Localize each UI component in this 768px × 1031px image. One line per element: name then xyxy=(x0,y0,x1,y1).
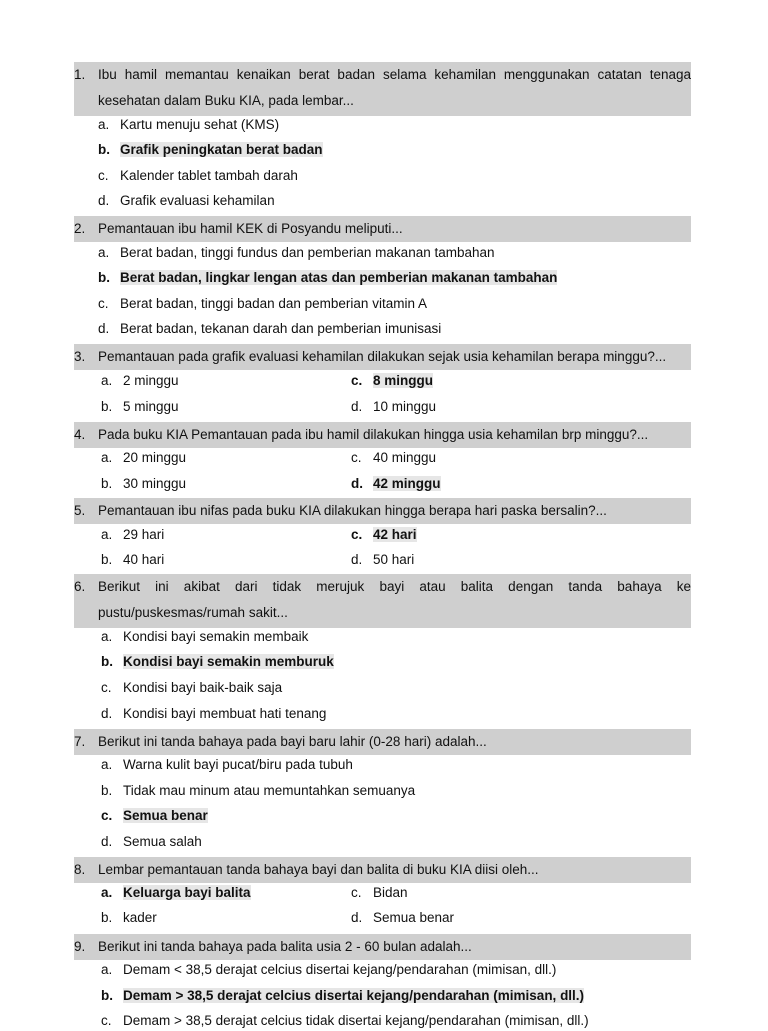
option-text: 42 minggu xyxy=(373,476,441,491)
option-letter: b. xyxy=(101,476,113,491)
option-1b[interactable] xyxy=(98,140,323,160)
option-7d[interactable] xyxy=(101,832,202,852)
option-7b[interactable] xyxy=(101,781,415,801)
question-number: 3. xyxy=(74,349,86,364)
option-letter: b. xyxy=(101,399,113,414)
option-letter: b. xyxy=(101,552,113,567)
option-8b[interactable] xyxy=(101,908,157,928)
option-text: Grafik evaluasi kehamilan xyxy=(120,193,275,208)
option-text: Kondisi bayi baik-baik saja xyxy=(123,680,283,695)
option-text: kader xyxy=(123,910,157,925)
option-letter: a. xyxy=(101,527,113,542)
option-letter: b. xyxy=(98,142,110,157)
option-letter: d. xyxy=(351,476,363,491)
question-text: Pemantauan ibu hamil KEK di Posyandu meliputi... xyxy=(98,221,403,236)
option-9c[interactable] xyxy=(101,1011,589,1031)
question-number: 7. xyxy=(74,734,86,749)
option-letter: b. xyxy=(101,783,113,798)
option-4a[interactable] xyxy=(101,448,186,468)
option-letter: a. xyxy=(101,962,113,977)
option-6b[interactable] xyxy=(101,652,334,672)
option-text: Berat badan, tekanan darah dan pemberian imunisasi xyxy=(120,321,442,336)
option-letter: d. xyxy=(351,910,363,925)
question-text: Lembar pemantauan tanda bahaya bayi dan balita di buku KIA diisi oleh... xyxy=(98,862,539,877)
option-letter: d. xyxy=(101,706,113,721)
option-letter: a. xyxy=(101,757,113,772)
option-text: Grafik peningkatan berat badan xyxy=(120,142,323,157)
question-text: Berikut ini tanda bahaya pada balita usia 2 - 60 bulan adalah... xyxy=(98,939,472,954)
option-letter: b. xyxy=(101,910,113,925)
option-3a[interactable] xyxy=(101,371,179,391)
option-2b[interactable] xyxy=(98,268,557,288)
option-text: Berat badan, lingkar lengan atas dan pemberian makanan tambahan xyxy=(120,270,558,285)
option-letter: c. xyxy=(351,885,362,900)
option-5c[interactable] xyxy=(351,525,417,545)
question-text: Pemantauan ibu nifas pada buku KIA dilakukan hingga berapa hari paska bersalin?... xyxy=(98,503,607,518)
option-text: Bidan xyxy=(373,885,408,900)
option-7c[interactable] xyxy=(101,806,208,826)
option-8a[interactable] xyxy=(101,883,251,903)
option-text: Semua salah xyxy=(123,834,202,849)
question-9 xyxy=(74,934,691,960)
option-3b[interactable] xyxy=(101,397,179,417)
question-number: 4. xyxy=(74,427,86,442)
option-8c[interactable] xyxy=(351,883,408,903)
option-text: 29 hari xyxy=(123,527,165,542)
option-2c[interactable] xyxy=(98,294,427,314)
option-letter: b. xyxy=(101,988,113,1003)
option-text: 5 minggu xyxy=(123,399,179,414)
option-text: Semua benar xyxy=(123,808,208,823)
option-letter: c. xyxy=(351,450,362,465)
option-text: Demam > 38,5 derajat celcius disertai kejang/pendarahan (mimisan, dll.) xyxy=(123,988,585,1003)
option-3c[interactable] xyxy=(351,371,433,391)
question-text: Ibu hamil memantau kenaikan berat badan selama kehamilan menggunakan catatan tenaga kesehatan dalam Buku KIA, pada lembar... xyxy=(98,67,691,108)
option-3d[interactable] xyxy=(351,397,436,417)
question-1 xyxy=(74,62,691,116)
option-text: 20 minggu xyxy=(123,450,187,465)
option-text: Kondisi bayi membuat hati tenang xyxy=(123,706,327,721)
option-4c[interactable] xyxy=(351,448,436,468)
option-letter: d. xyxy=(351,399,363,414)
question-5 xyxy=(74,498,691,524)
question-6 xyxy=(74,574,691,628)
option-text: Demam < 38,5 derajat celcius disertai kejang/pendarahan (mimisan, dll.) xyxy=(123,962,557,977)
option-letter: a. xyxy=(98,245,110,260)
option-letter: c. xyxy=(101,808,113,823)
option-text: Demam > 38,5 derajat celcius tidak disertai kejang/pendarahan (mimisan, dll.) xyxy=(123,1013,589,1028)
option-5b[interactable] xyxy=(101,550,164,570)
option-5d[interactable] xyxy=(351,550,414,570)
option-9a[interactable] xyxy=(101,960,556,980)
option-letter: a. xyxy=(101,629,113,644)
question-text: Berikut ini tanda bahaya pada bayi baru lahir (0-28 hari) adalah... xyxy=(98,734,487,749)
option-letter: c. xyxy=(351,527,363,542)
option-4d[interactable] xyxy=(351,474,441,494)
question-number: 9. xyxy=(74,939,86,954)
option-text: Kondisi bayi semakin membaik xyxy=(123,629,309,644)
option-6d[interactable] xyxy=(101,704,326,724)
option-8d[interactable] xyxy=(351,908,454,928)
option-text: 30 minggu xyxy=(123,476,187,491)
option-letter: b. xyxy=(98,270,110,285)
question-number: 1. xyxy=(74,67,86,82)
option-letter: a. xyxy=(101,885,113,900)
option-letter: d. xyxy=(98,321,110,336)
question-number: 8. xyxy=(74,862,86,877)
option-text: 8 minggu xyxy=(373,373,433,388)
option-text: 2 minggu xyxy=(123,373,179,388)
option-text: 10 minggu xyxy=(373,399,437,414)
question-2 xyxy=(74,216,691,242)
option-letter: c. xyxy=(101,1013,112,1028)
question-8 xyxy=(74,857,691,883)
option-text: 40 minggu xyxy=(373,450,437,465)
option-text: Berat badan, tinggi fundus dan pemberian makanan tambahan xyxy=(120,245,495,260)
option-text: Warna kulit bayi pucat/biru pada tubuh xyxy=(123,757,353,772)
option-text: Kartu menuju sehat (KMS) xyxy=(120,117,280,132)
option-letter: d. xyxy=(98,193,110,208)
question-number: 6. xyxy=(74,579,86,594)
option-letter: c. xyxy=(98,296,109,311)
option-text: Keluarga bayi balita xyxy=(123,885,251,900)
option-letter: a. xyxy=(101,373,113,388)
question-4 xyxy=(74,422,691,448)
option-letter: c. xyxy=(98,168,109,183)
question-text: Pada buku KIA Pemantauan pada ibu hamil dilakukan hingga usia kehamilan brp minggu?... xyxy=(98,427,649,442)
option-letter: d. xyxy=(101,834,113,849)
option-text: 50 hari xyxy=(373,552,415,567)
option-5a[interactable] xyxy=(101,525,164,545)
option-text: Kalender tablet tambah darah xyxy=(120,168,298,183)
question-number: 2. xyxy=(74,221,86,236)
option-4b[interactable] xyxy=(101,474,186,494)
option-letter: c. xyxy=(101,680,112,695)
question-number: 5. xyxy=(74,503,86,518)
option-text: Semua benar xyxy=(373,910,455,925)
question-text: Berikut ini akibat dari tidak merujuk bayi atau balita dengan tanda bahaya ke pustu/puskesmas/rumah sakit... xyxy=(98,579,691,620)
option-letter: a. xyxy=(101,450,113,465)
option-text: 40 hari xyxy=(123,552,165,567)
option-1c[interactable] xyxy=(98,166,298,186)
option-letter: c. xyxy=(351,373,363,388)
option-2d[interactable] xyxy=(98,319,441,339)
option-1a[interactable] xyxy=(98,115,279,135)
option-letter: a. xyxy=(98,117,110,132)
option-text: Tidak mau minum atau memuntahkan semuanya xyxy=(123,783,416,798)
option-2a[interactable] xyxy=(98,243,495,263)
option-6a[interactable] xyxy=(101,627,308,647)
option-text: 42 hari xyxy=(373,527,417,542)
option-letter: b. xyxy=(101,654,113,669)
option-7a[interactable] xyxy=(101,755,353,775)
question-7 xyxy=(74,729,691,755)
question-text: Pemantauan pada grafik evaluasi kehamilan dilakukan sejak usia kehamilan berapa minggu?... xyxy=(98,349,667,364)
question-3 xyxy=(74,344,691,370)
option-letter: d. xyxy=(351,552,363,567)
option-1d[interactable] xyxy=(98,191,275,211)
option-text: Berat badan, tinggi badan dan pemberian vitamin A xyxy=(120,296,427,311)
option-9b[interactable] xyxy=(101,986,584,1006)
option-text: Kondisi bayi semakin memburuk xyxy=(123,654,334,669)
option-6c[interactable] xyxy=(101,678,282,698)
